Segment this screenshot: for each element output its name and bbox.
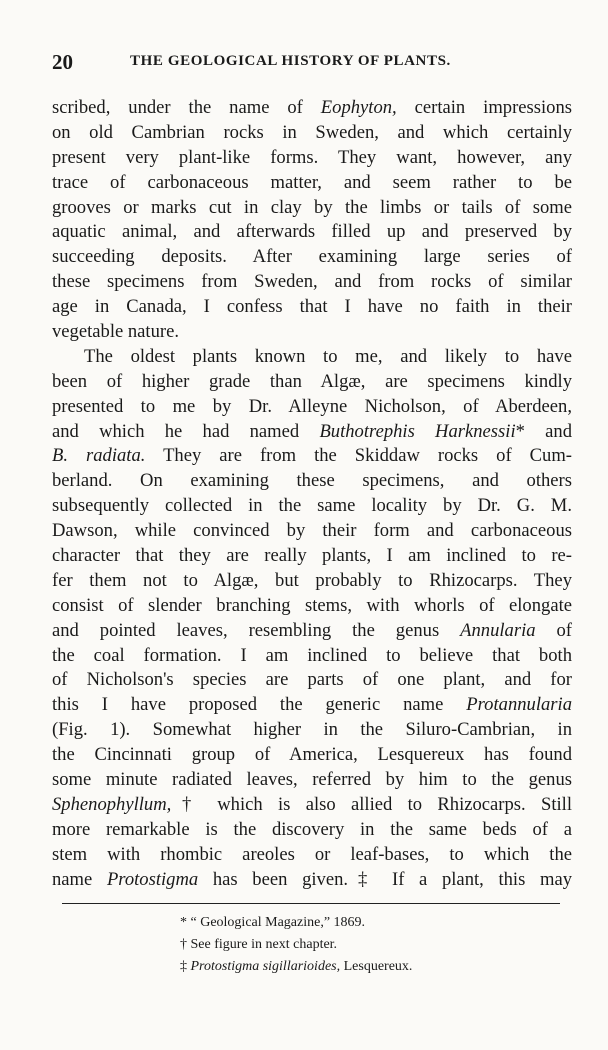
text-line: trace of carbonaceous matter, and seem rather to be [52,171,572,193]
text-line: consist of slender branching stems, with whorls of elongate [52,594,572,616]
text-line: fer them not to Algæ, but probably to Rhizocarps. They [52,569,572,591]
footnote: * “ Geological Magazine,” 1869. [180,915,366,930]
footnote: ‡ Protostigma sigillarioides, Lesquereux. [180,959,413,974]
text-line: character that they are really plants, I am inclined to re- [52,545,572,567]
text-line: grooves or marks cut in clay by the limbs or tails of some [52,196,572,218]
text-line: these specimens from Sweden, and from rocks of similar [52,271,572,293]
text-line: succeeding deposits. After examining large series of [52,246,572,268]
text-line: and pointed leaves, resembling the genus Annularia of [52,619,572,641]
text-line: present very plant-like forms. They want, however, any [52,146,572,168]
text-line: B. radiata. They are from the Skiddaw rocks of Cum- [52,445,572,467]
text-line: been of higher grade than Algæ, are specimens kindly [52,370,572,392]
footnotes [180,912,560,978]
text-line: age in Canada, I confess that I have no faith in their [52,296,572,318]
text-line: (Fig. 1). Somewhat higher in the Siluro-Cambrian, in [52,719,572,741]
text-line: berland. On examining these specimens, and others [52,470,572,492]
body-text [52,96,572,893]
text-line: subsequently collected in the same locality by Dr. G. M. [52,495,572,517]
text-line: some minute radiated leaves, referred by him to the genus [52,769,572,791]
text-line: name Protostigma has been given.‡ If a plant, this may [52,868,572,890]
text-line: The oldest plants known to me, and likely to have [84,345,572,367]
text-line: on old Cambrian rocks in Sweden, and which certainly [52,121,572,143]
page-header [52,50,572,76]
text-line: Sphenophyllum,† which is also allied to Rhizocarps. Still [52,793,572,815]
text-line: this I have proposed the generic name Protannularia [52,694,572,716]
text-line: of Nicholson's species are parts of one plant, and for [52,669,572,691]
footnote: † See figure in next chapter. [180,937,338,952]
running-head: THE GEOLOGICAL HISTORY OF PLANTS. [130,53,451,69]
text-line: aquatic animal, and afterwards filled up and preserved by [52,221,572,243]
text-line: vegetable nature. [52,321,179,343]
text-line: and which he had named Buthotrephis Harknessii* and [52,420,573,442]
text-line: stem with rhombic areoles or leaf-bases, to which the [52,843,572,865]
footnote-rule [62,903,560,904]
text-line: presented to me by Dr. Alleyne Nicholson, of Aberdeen, [52,395,572,417]
text-line: more remarkable is the discovery in the same beds of a [52,818,572,840]
page-number: 20 [52,50,73,74]
text-line: scribed, under the name of Eophyton, certain impressions [52,97,572,118]
text-line: Dawson, while convinced by their form and carbonaceous [52,520,572,542]
text-line: the Cincinnati group of America, Lesquereux has found [52,744,572,766]
text-line: the coal formation. I am inclined to believe that both [52,644,572,666]
